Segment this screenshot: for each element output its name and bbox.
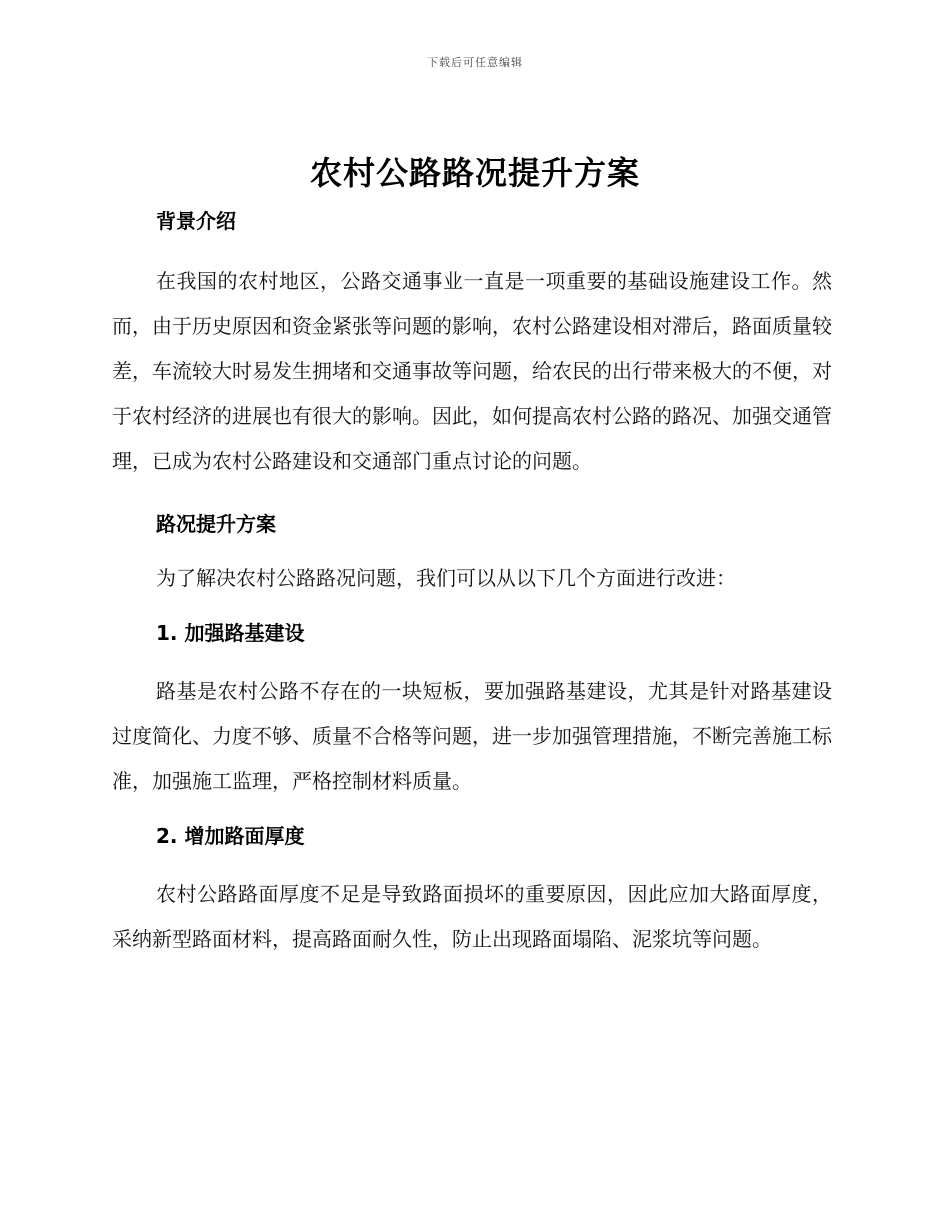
page-title: 农村公路路况提升方案 <box>309 154 640 192</box>
item2-heading: 2. 增加路面厚度 <box>156 824 305 848</box>
header-note: 下载后可任意编辑 <box>427 56 523 69</box>
item2-paragraph: 农村公路路面厚度不足是导致路面损坏的重要原因，因此应加大路面厚度，采纳新型路面材料，提高路面耐久性，防止出现路面塌陷、泥浆坑等问题。 <box>112 882 832 951</box>
plan-intro-paragraph: 为了解决农村公路路况问题，我们可以从以下几个方面进行改进： <box>156 566 736 590</box>
item1-heading: 1. 加强路基建设 <box>156 621 305 645</box>
plan-heading: 路况提升方案 <box>156 512 276 536</box>
background-heading: 背景介绍 <box>156 209 236 233</box>
background-paragraph: 在我国的农村地区，公路交通事业一直是一项重要的基础设施建设工作。然而，由于历史原因和资金紧张等问题的影响，农村公路建设相对滞后，路面质量较差，车流较大时易发生拥堵和交通事故等问题，给农民的出行带来极大的不便，对于农村经济的进展也有很大的影响。因此，如何提高农村公路的路况、加强交通管理，已成为农村公路建设和交通部门重点讨论的问题。 <box>112 269 832 473</box>
document-body <box>112 203 832 962</box>
item1-paragraph: 路基是农村公路不存在的一块短板，要加强路基建设，尤其是针对路基建设过度简化、力度不够、质量不合格等问题，进一步加强管理措施，不断完善施工标准，加强施工监理，严格控制材料质量。 <box>112 679 832 793</box>
